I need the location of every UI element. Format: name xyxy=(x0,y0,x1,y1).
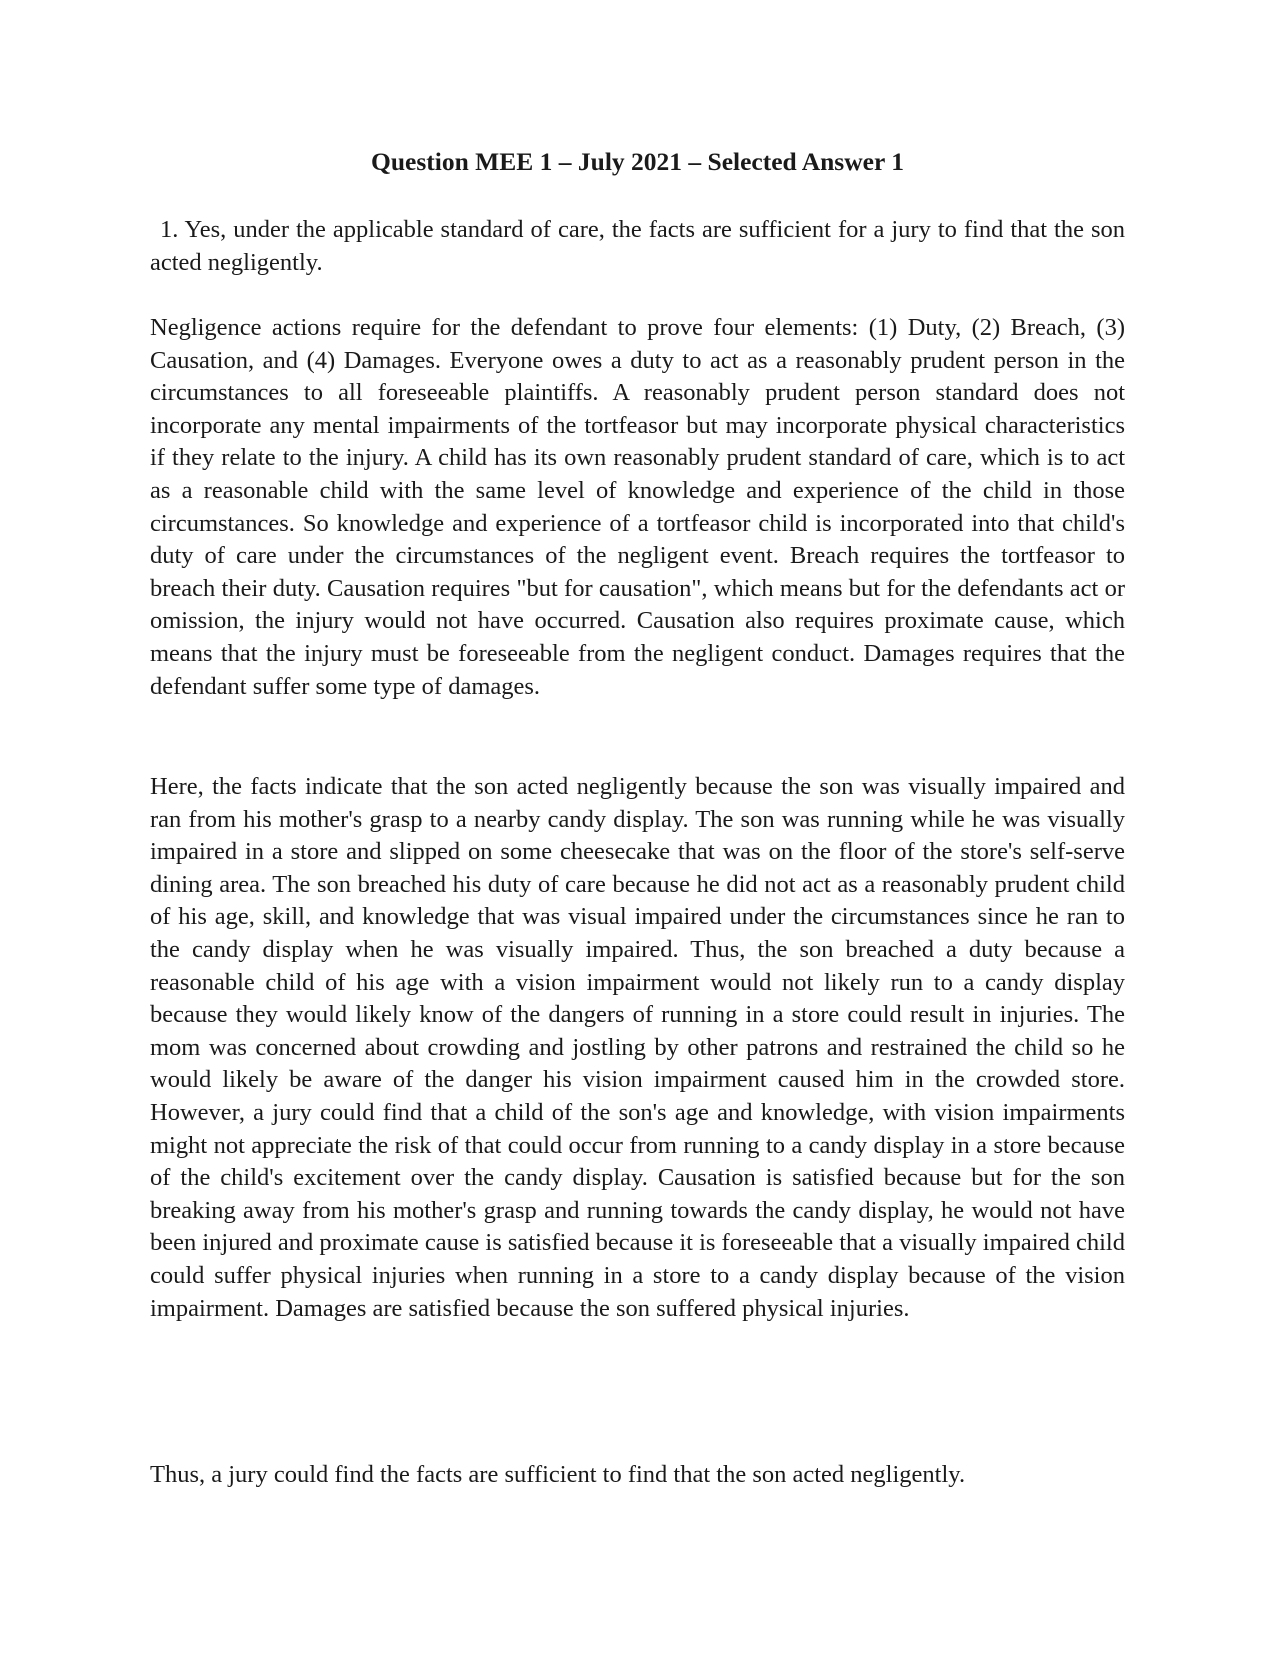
paragraph-conclusion: Thus, a jury could find the facts are sufficient to find that the son acted negligently. xyxy=(150,1461,966,1488)
paragraph-negligence-rule: Negligence actions require for the defendant to prove four elements: (1) Duty, (2) Breach, (3) Causation, and (4) Damages. Everyone owes a duty to act as a reasonably prudent person in the circumstances to all foreseeable plaintiffs. A reasonably prudent person standard does not incorporate any mental impairments of the tortfeasor but may incorporate physical characteristics if they relate to the injury. A child has its own reasonably prudent standard of care, which is to act as a reasonable child with the same level of knowledge and experience of the child in those circumstances. So knowledge and experience of a tortfeasor child is incorporated into that child's duty of care under the circumstances of the negligent event. Breach requires the tortfeasor to breach their duty. Causation requires "but for causation", which means but for the defendants act or omission, the injury would not have occurred. Causation also requires proximate cause, which means that the injury must be foreseeable from the negligent conduct. Damages requires that the defendant suffer some type of damages. xyxy=(150,314,1125,700)
paragraph-answer-1: 1. Yes, under the applicable standard of care, the facts are sufficient for a jury to find that the son acted negligently. xyxy=(150,216,1125,276)
paragraph-analysis: Here, the facts indicate that the son acted negligently because the son was visually impaired and ran from his mother's grasp to a nearby candy display. The son was running while he was visually impaired in a store and slipped on some cheesecake that was on the floor of the store's self-serve dining area. The son breached his duty of care because he did not act as a reasonably prudent child of his age, skill, and knowledge that was visual impaired under the circumstances since he ran to the candy display when he was visually impaired. Thus, the son breached a duty because a reasonable child of his age with a vision impairment would not likely run to a candy display because they would likely know of the dangers of running in a store could result in injuries. The mom was concerned about crowding and jostling by other patrons and restrained the child so he would likely be aware of the danger his vision impairment caused him in the crowded store. However, a jury could find that a child of the son's age and knowledge, with vision impairments might not appreciate the risk of that could occur from running to a candy display in a store because of the child's excitement over the candy display. Causation is satisfied because but for the son breaking away from his mother's grasp and running towards the candy display, he would not have been injured and proximate cause is satisfied because it is foreseeable that a visually impaired child could suffer physical injuries when running in a store to a candy display because of the vision impairment. Damages are satisfied because the son suffered physical injuries. xyxy=(150,773,1125,1322)
page-title: Question MEE 1 – July 2021 – Selected Answer 1 xyxy=(371,147,904,176)
